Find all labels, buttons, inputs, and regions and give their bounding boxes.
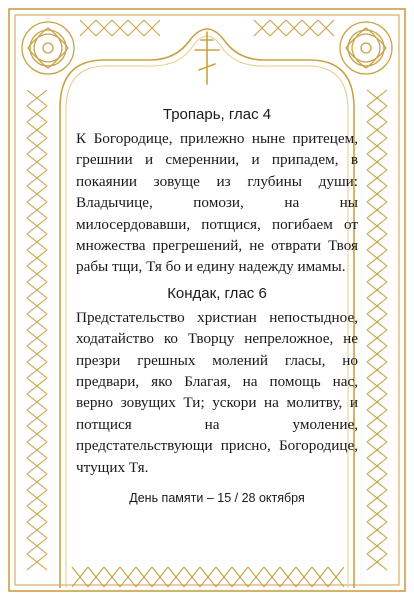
celtic-knot-icon	[340, 22, 392, 74]
prayer-content	[76, 106, 358, 506]
kontakion-heading: Кондак, глас 6	[167, 284, 267, 302]
troparion-text: К Богородице, прилежно ныне притецем, грешнии и смереннии, и припадем, в покаянии зовуще из глубины души: Владычице, помози, на ны милосердовавши, потщися, погибаем от множества прегрешений, не отврати Твоя рабы тщи, Тя бо и едину надежду имамы.	[76, 130, 358, 276]
kontakion-text: Предстательство христиан непостыдное, ходатайство ко Творцу непреложное, не презри грешных молений гласы, но предвари, яко Благая, на помощь нас, верно зовущих Ти; ускори на молитву, и потщися на умоление, предстательствующи присно, Богородице, чтущих Тя.	[76, 308, 358, 476]
memory-date: День памяти – 15 / 28 октября	[129, 491, 305, 506]
celtic-knot-icon	[22, 22, 74, 74]
troparion-heading: Тропарь, глас 4	[162, 106, 272, 123]
